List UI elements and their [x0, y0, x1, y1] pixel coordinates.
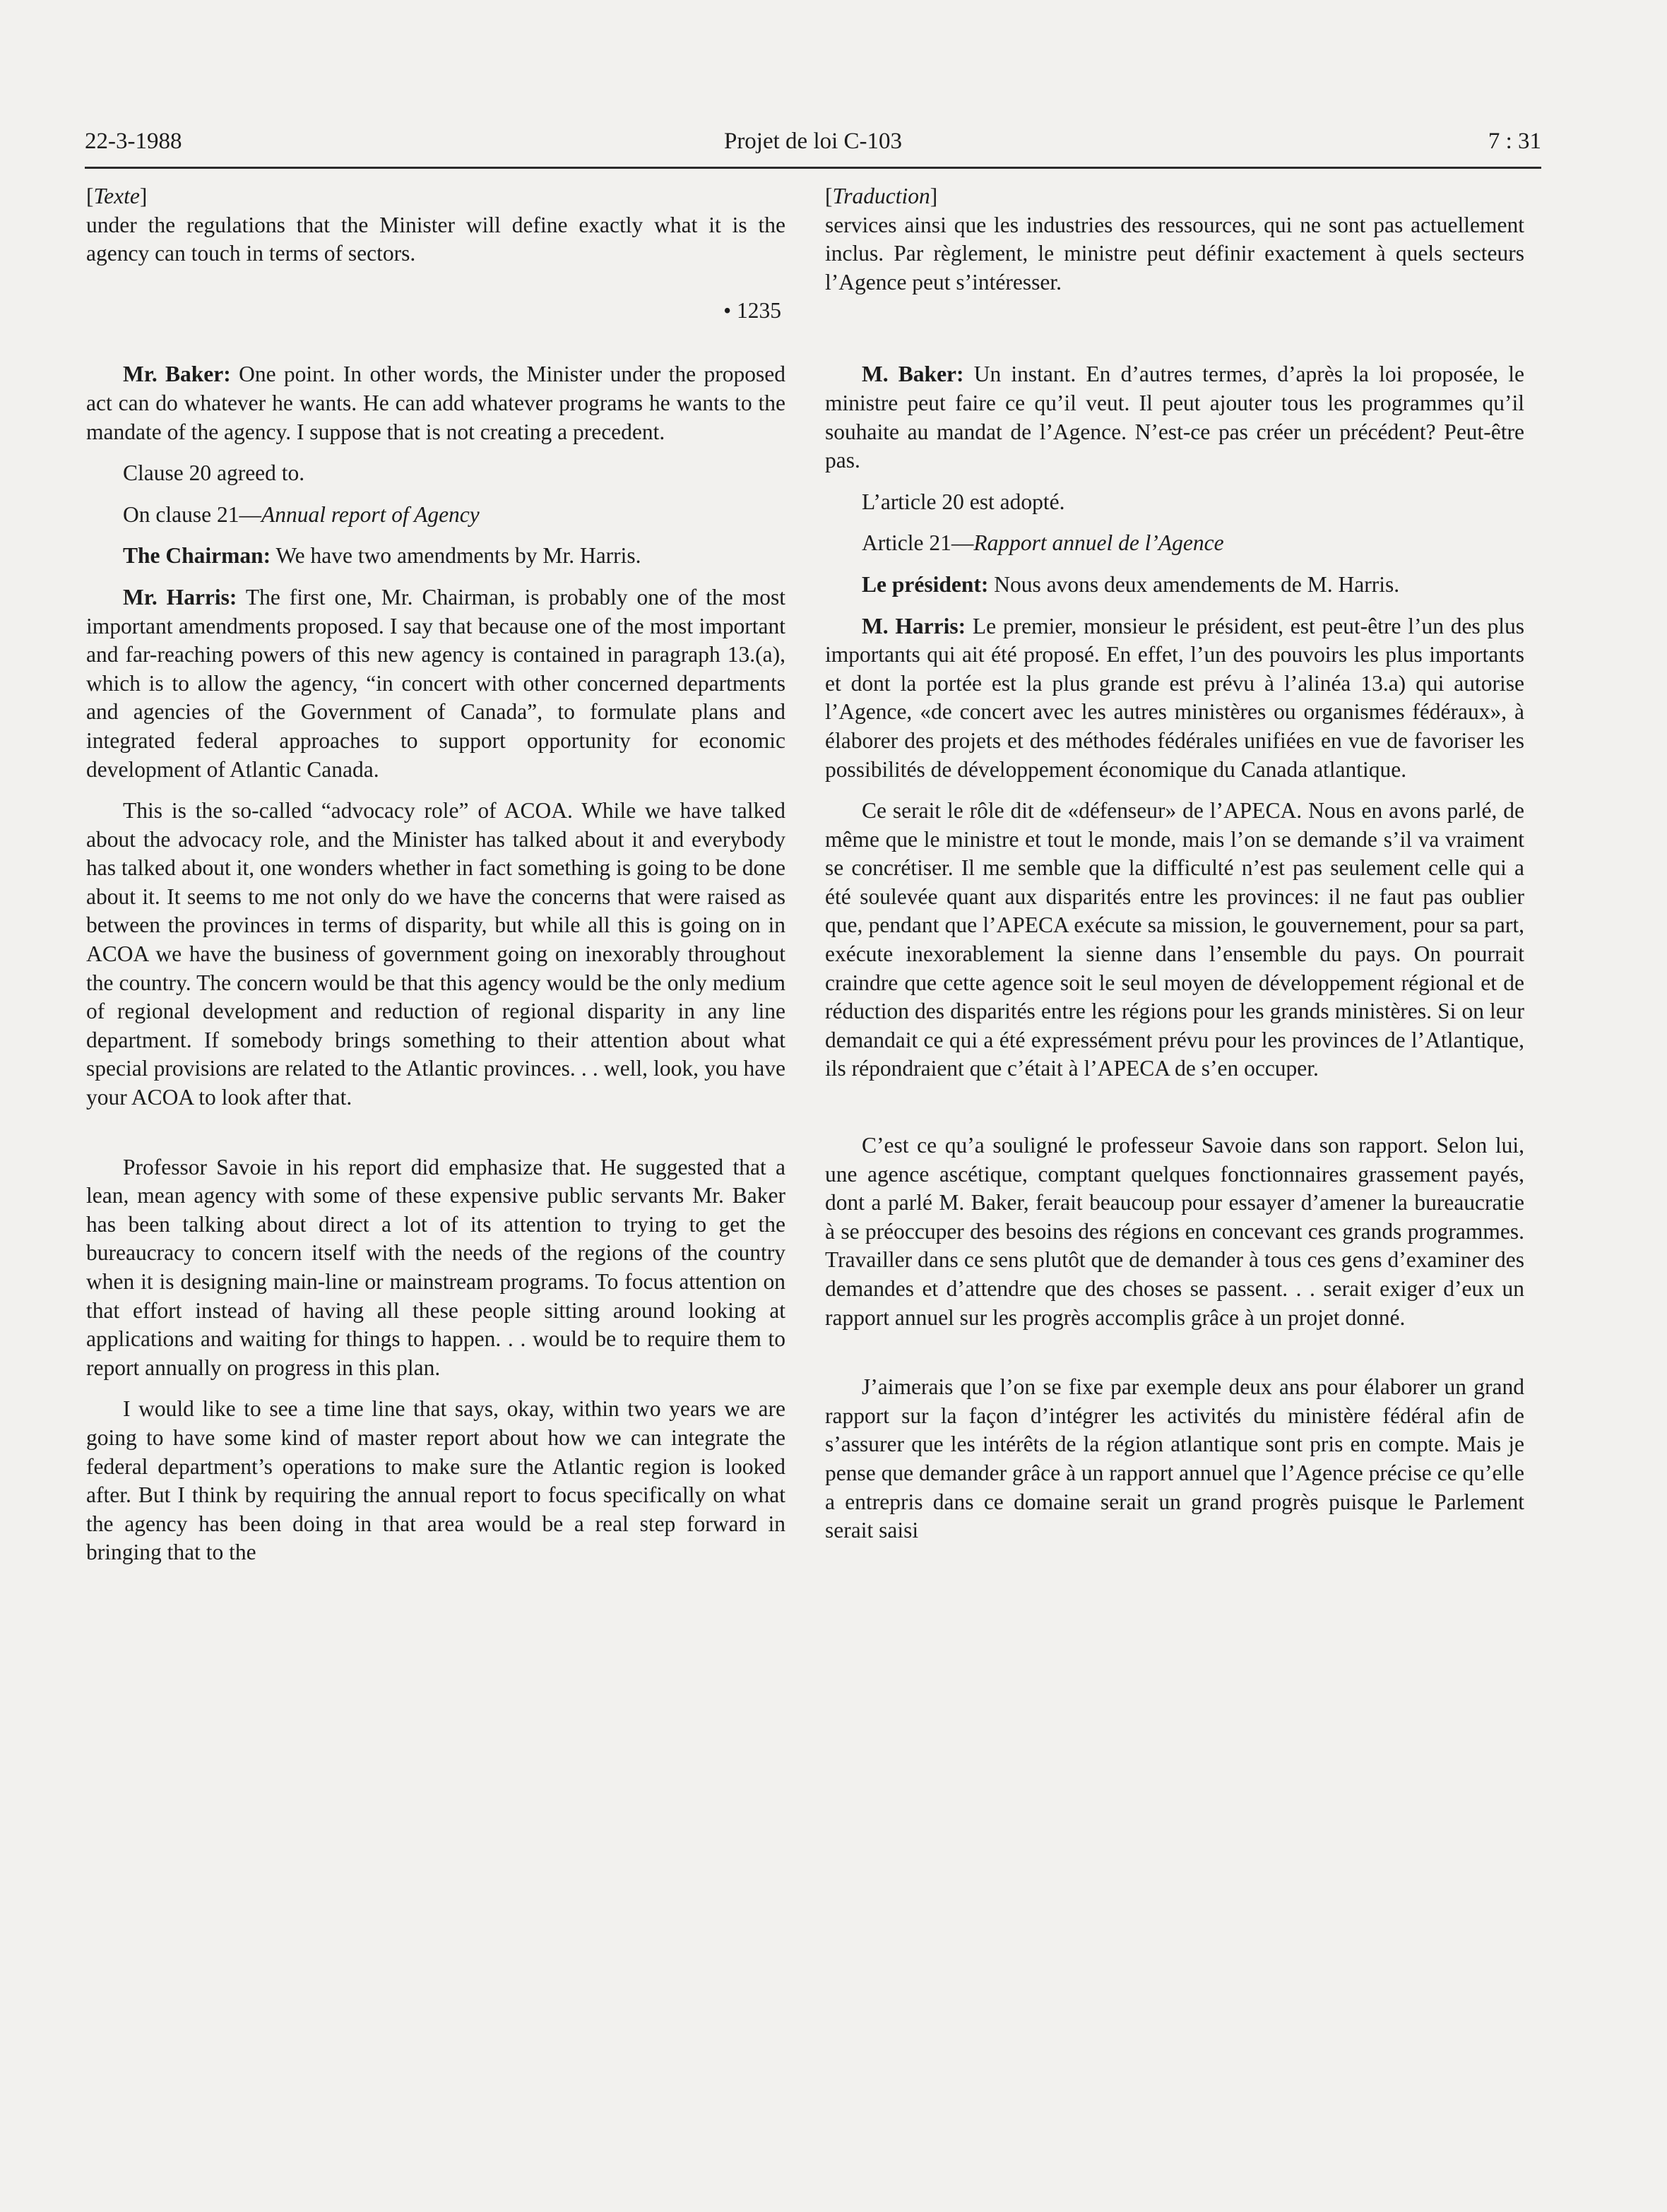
header-page-number: 7 : 31 — [1488, 129, 1541, 154]
paragraph-chairman: The Chairman: We have two amendments by Mr. Harris. — [123, 543, 641, 569]
paragraph-baker: Mr. Baker: One point. In other words, the Minister under the proposed act can do whatever he wants. He can add whatever programs he wants to the mandate of the agency. I suppose that is not creating a precedent. — [86, 362, 785, 444]
paragraph-baker: M. Baker: Un instant. En d’autres termes, d’après la loi proposée, le ministre peut faire ce qu’il veut. Il peut ajouter tous les programmes qu’il souhaite au mandat de l’Agence. N’est-ce pas créer un précédent? Peut-être pas. — [825, 362, 1525, 473]
paragraph-clause-20: Clause 20 agreed to. — [123, 460, 305, 486]
speaker-name: M. Harris: — [862, 613, 966, 638]
header-title: Projet de loi C-103 — [723, 129, 903, 154]
column-tag: [Traduction] — [825, 184, 938, 208]
paragraph-clause-21: On clause 21—Annual report of Agency — [123, 501, 480, 527]
paragraph-savoie: C’est ce qu’a souligné le professeur Savoie dans son rapport. Selon lui, une agence ascétique, comptant quelques fonctionnaires grassement payés, dont a parlé M. Baker, ferait beaucoup pour essayer d’amener la bureaucratie à se préoccuper des besoins des régions en concevant ces grands programmes. Travailler dans ce sens plutôt que de demander à tous ces gens d’examiner des demandes et d’attendre que des choses se passent. . . serait exiger d’eux un rapport annuel sur les progrès accomplis grâce à un projet donné. — [825, 1133, 1524, 1330]
paragraph-article-21: Article 21—Rapport annuel de l’Agence — [862, 530, 1224, 556]
paragraph-advocacy: This is the so-called “advocacy role” of ACOA. While we have talked about the advocacy role, and the Minister has talked about it and everybody has talked about it, one wonders whether in fact something is going to be done about it. It seems to me not only do we have the concerns that were raised as between the provinces in terms of disparity, but while all this is going on in ACOA we have the business of government going on inexorably throughout the country. The concern would be that this agency would be the only medium of regional development and reduction of regional disparity in any line department. If somebody brings something to their attention about what special provisions are related to the Atlantic provinces. . . well, look, you have your ACOA to look after that. — [86, 798, 785, 1110]
english-column — [86, 182, 785, 1580]
speaker-name: The Chairman: — [123, 543, 271, 569]
paragraph-intro: under the regulations that the Minister will define exactly what it is the agency can touch in terms of sectors. — [86, 212, 785, 266]
paragraph-intro: services ainsi que les industries des ressources, qui ne sont pas actuellement inclus. Par règlement, le ministre peut définir exactement à quels secteurs l’Agence peut s’intéresser. — [825, 212, 1524, 295]
paragraph-harris: M. Harris: Le premier, monsieur le président, est peut-être l’un des plus importants qui ait été proposé. En effet, l’un des pouvoirs les plus importants et dont la portée est la plus grande est prévu à l’alinéa 13.a) qui autorise l’Agence, «de concert avec les autres ministères ou organismes fédéraux», à élaborer des projets et des méthodes fédérales unifiées en vue de favoriser les possibilités de développement économique du Canada atlantique. — [825, 613, 1524, 782]
time-marker: • 1235 — [723, 297, 781, 323]
paragraph-president: Le président: Nous avons deux amendements de M. Harris. — [862, 571, 1400, 597]
page-header — [85, 126, 1541, 169]
paragraph-timeline: I would like to see a time line that says, okay, within two years we are going to have some kind of master report about how we can integrate the federal department’s operations to make sure the Atlantic region is looked after. But I think by requiring the annual report to focus specifically on what the agency has been doing in that area would be a real step forward in bringing that to the — [86, 1396, 785, 1565]
paragraph-defenseur: Ce serait le rôle dit de «défenseur» de l’APECA. Nous en avons parlé, de même que le ministre et tout le monde, mais l’on se demande s’il va vraiment se concrétiser. Il me semble que la difficulté n’est pas seulement celle qui a été soulevée quant aux disparités entre les provinces: il ne faut pas oublier que, pendant que l’APECA exécute sa mission, le gouvernement, pour sa part, exécute inexorablement la sienne dans l’ensemble du pays. On pourrait craindre que cette agence soit le seul moyen de développement régional et de réduction des disparités entre les régions pour les grands ministères. Si on leur demandait ce qui a été expressément prévu pour les provinces de l’Atlantique, ils répondraient que c’était à l’APECA de s’en occuper. — [825, 798, 1524, 1081]
paragraph-harris: Mr. Harris: The first one, Mr. Chairman, is probably one of the most important amendments proposed. I say that because one of the most important and far-reaching powers of this new agency is contained in paragraph 13.(a), which is to allow the agency, “in concert with other concerned departments and agencies of the Government of Canada”, to formulate plans and integrated federal approaches to support opportunity for economic development of Atlantic Canada. — [86, 584, 785, 782]
paragraph-savoie: Professor Savoie in his report did emphasize that. He suggested that a lean, mean agency with some of these expensive public servants Mr. Baker has been talking about direct a lot of its attention to trying to get the bureaucracy to concern itself with the needs of the regions of the country when it is designing main-line or mainstream programs. To focus attention on that effort instead of having all these people sitting around looking at applications and waiting for things to happen. . . would be to require them to report annually on progress in this plan. — [86, 1154, 785, 1380]
speaker-name: Mr. Baker: — [123, 362, 231, 387]
paragraph-article-20: L’article 20 est adopté. — [862, 489, 1065, 514]
speaker-name: Mr. Harris: — [123, 584, 237, 610]
paragraph-jaimerais: J’aimerais que l’on se fixe par exemple deux ans pour élaborer un grand rapport sur la façon d’intégrer les activités du ministère fédéral afin de s’assurer que les intérêts de la région atlantique sont pris en compte. Mais je pense que demander grâce à un rapport annuel que l’Agence précise ce qu’elle a entrepris dans ce domaine serait un grand progrès puisque le Parlement serait saisi — [825, 1374, 1525, 1543]
header-date: 22-3-1988 — [85, 129, 182, 154]
speaker-name: M. Baker: — [862, 362, 964, 387]
speaker-name: Le président: — [862, 571, 989, 597]
french-column — [825, 182, 1524, 1558]
column-tag: [Texte] — [86, 184, 148, 208]
